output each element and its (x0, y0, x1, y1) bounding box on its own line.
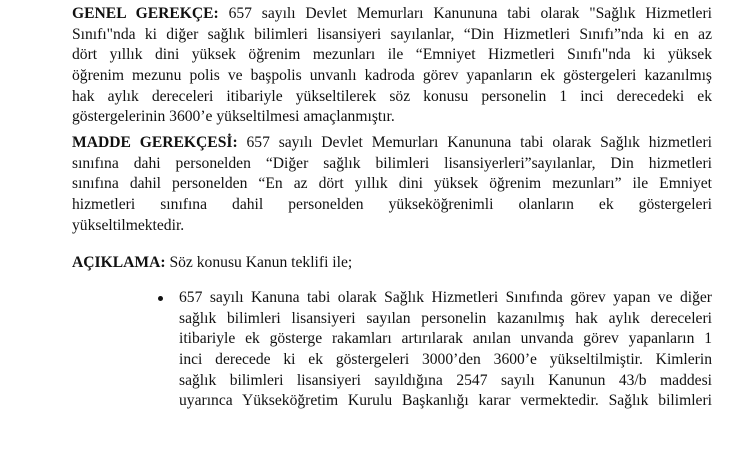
text-line-content: 657 sayılı Devlet Memurları Kanununa tabi olarak "Sağlık Hizmetleri (218, 5, 712, 22)
text-line: itibariyle ek gösterge rakamları artırılarak anılan unvanda görev yapanların 1 (179, 330, 712, 348)
madde-gerekcesi-heading: MADDE GEREKÇESİ: (72, 134, 238, 151)
text-line: 657 sayılı Kanuna tabi olarak Sağlık Hizmetleri Sınıfında görev yapan ve diğer (179, 289, 712, 306)
madde-gerekcesi-paragraph (72, 133, 712, 236)
bullet-icon (158, 296, 163, 301)
bullet-list-item (179, 288, 712, 412)
text-line: hizmetleri sınıfına dahil personelden yükseköğrenimli olanların ek göstergeleri (72, 196, 712, 214)
text-line: sağlık bilimleri lisansiyeri sayıldığına 2547 sayılı Kanunun 43/b maddesi (179, 371, 712, 389)
text-line: uyarınca Yükseköğretim Kurulu Başkanlığı karar vermektedir. Sağlık bilimleri (179, 392, 712, 410)
genel-gerekce-heading: GENEL GEREKÇE: (72, 5, 219, 22)
text-line: dört yıllık dini yüksek öğrenim mezunları ile “Emniyet Hizmetleri Sınıfı"nda ki yüksek (72, 46, 712, 64)
aciklama-paragraph (72, 253, 712, 274)
text-line-content: Söz konusu Kanun teklifi ile; (165, 254, 353, 271)
aciklama-heading: AÇIKLAMA: (72, 254, 166, 271)
text-line (72, 253, 712, 274)
text-line: sınıfına dahi personelden “Diğer sağlık bilimleri lisansiyerleri”sayılanlar, Din hizmetleri (72, 154, 712, 172)
text-line: hak aylık dereceleri itibariyle yükseltilerek söz konusu personelin 1 inci derecedeki ek (72, 87, 712, 105)
genel-gerekce-paragraph (72, 4, 712, 128)
text-line: sağlık bilimleri lisansiyeri sayılan personelin kazanılmış hak aylık dereceleri (179, 309, 712, 327)
text-line (72, 4, 712, 25)
text-line: sınıfına dahil personelden “En az dört yıllık dini yüksek öğrenim mezunları” ile Emniyet (72, 175, 712, 193)
text-line-content: 657 sayılı Devlet Memurları Kanununa tabi olarak Sağlık hizmetleri (237, 134, 712, 151)
text-line: yükseltilmektedir. (72, 216, 185, 234)
text-line (72, 133, 712, 154)
text-line: Sınıfı"nda ki diğer sağlık bilimleri lisansiyeri sayılanlar, “Din Hizmetleri Sınıfı”nda ki en az (72, 25, 712, 43)
text-line: inci derecede ki ek göstergeleri 3000’den 3600’e yükseltilmiştir. Kimlerin (179, 351, 712, 369)
text-line: öğrenim mezunu polis ve başpolis unvanlı kadroda görev yapanların ek göstergeleri kazanılmış (72, 67, 712, 85)
text-line: göstergelerinin 3600’e yükseltilmesi amaçlanmıştır. (72, 108, 395, 126)
